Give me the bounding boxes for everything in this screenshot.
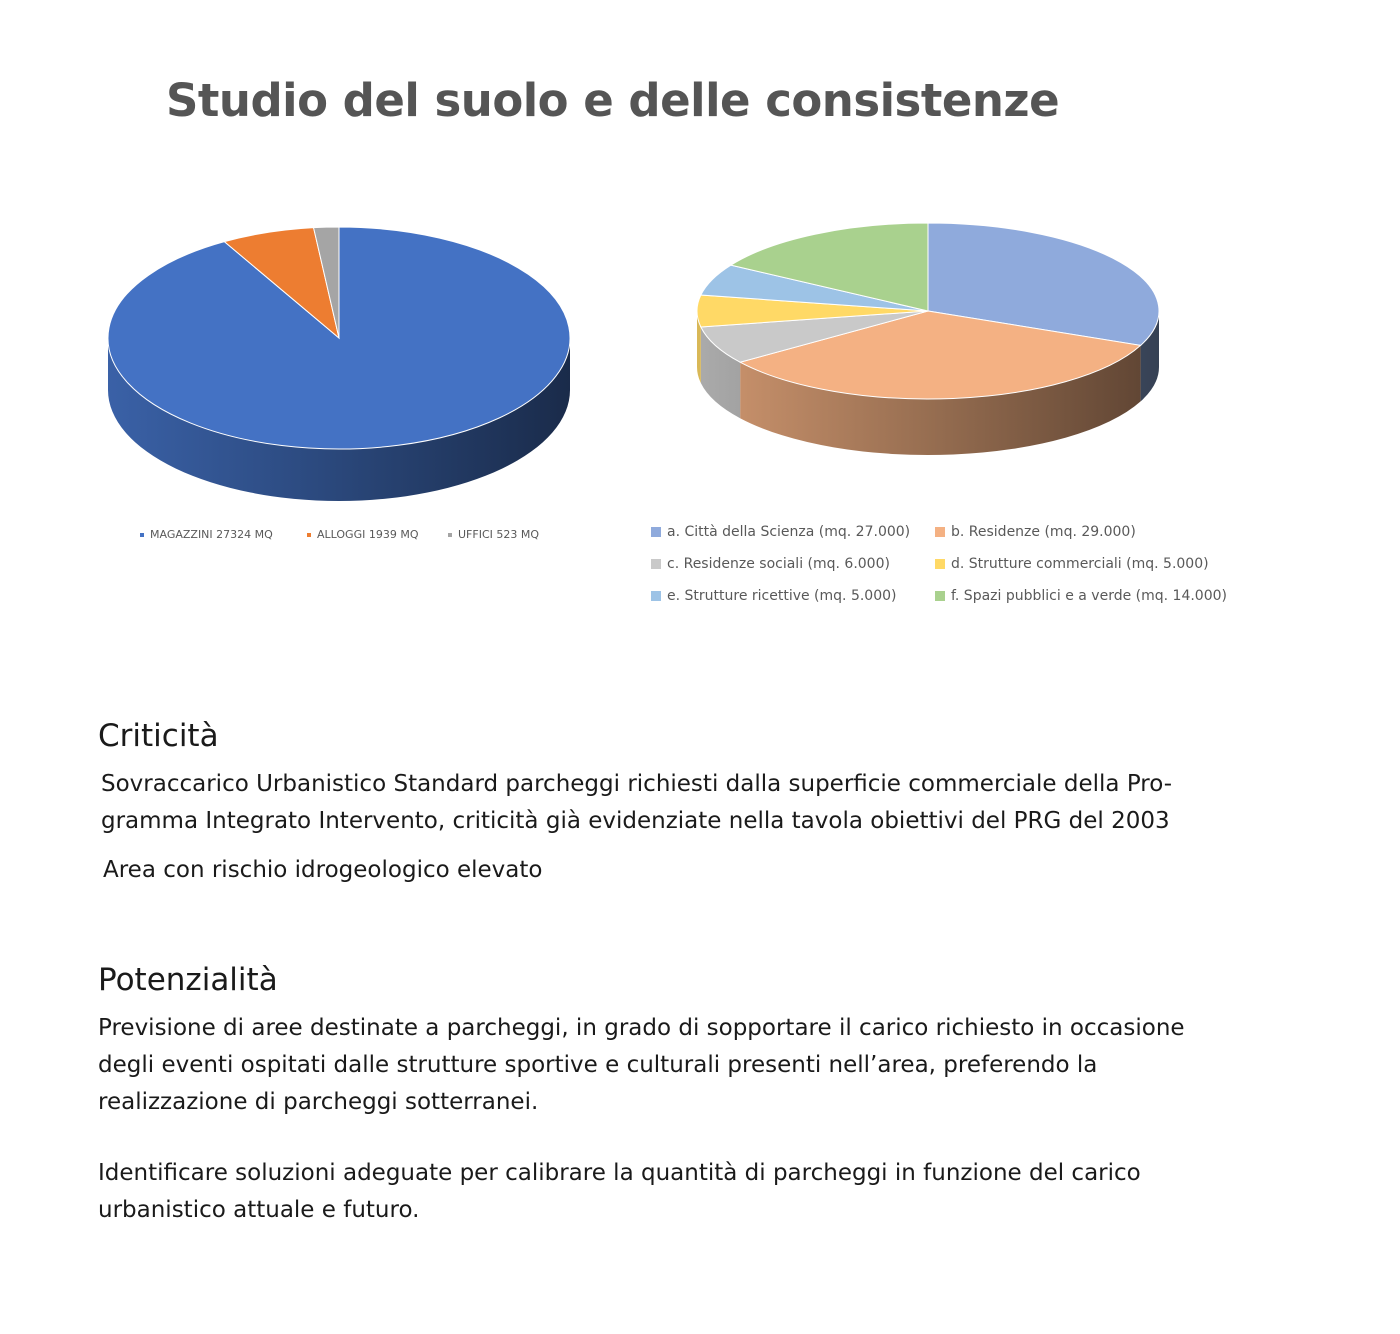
legend-2-item-3 [651,556,890,572]
potenzialita-para2-line2: urbanistico attuale e futuro. [98,1197,420,1223]
pie-1 [108,227,570,501]
legend-2-item-2 [935,524,1136,540]
criticita-para1-line2: gramma Integrato Intervento, criticità già evidenziate nella tavola obiettivi del PRG del 2003 [101,808,1170,834]
legend-1-item-1 [140,528,273,541]
potenzialita-para2-line1: Identificare soluzioni adeguate per calibrare la quantità di parcheggi in funzione del carico [98,1160,1141,1186]
potenzialita-heading: Potenzialità [98,962,278,998]
criticita-section [98,718,1288,889]
legend-1-label-2: ALLOGGI 1939 MQ [317,528,419,541]
legend-1-label-1: MAGAZZINI 27324 MQ [150,528,273,541]
legend-1-swatch-3 [448,533,452,537]
criticita-heading: Criticità [98,718,219,754]
legend-2-label-5: e. Strutture ricettive (mq. 5.000) [667,588,897,604]
legend-2-swatch-6 [935,591,945,601]
legend-2-swatch-2 [935,527,945,537]
legend-2-swatch-3 [651,559,661,569]
legend-2-swatch-1 [651,527,661,537]
legend-2-swatch-4 [935,559,945,569]
legend-2-swatch-5 [651,591,661,601]
legend-2-item-4 [935,556,1209,572]
legend-1-item-3 [448,528,539,541]
legend-1-label-3: UFFICI 523 MQ [458,528,540,541]
legend-2-item-5 [651,588,896,604]
legend-2-label-2: b. Residenze (mq. 29.000) [951,524,1136,540]
potenzialita-para1-line2: degli eventi ospitati dalle strutture sportive e culturali presenti nell’area, preferendo la [98,1052,1098,1078]
page-title: Studio del suolo e delle consistenze [166,74,1060,127]
pie-charts [0,0,1400,640]
criticita-para2: Area con rischio idrogeologico elevato [103,857,543,883]
legend-1-swatch-1 [140,533,144,537]
potenzialita-section [98,962,1288,1229]
pie-2 [697,223,1159,455]
potenzialita-para1-line1: Previsione di aree destinate a parcheggi, in grado di sopportare il carico richiesto in occasione [98,1015,1185,1041]
legend-2-label-4: d. Strutture commerciali (mq. 5.000) [951,556,1209,572]
legend-1-swatch-2 [307,533,311,537]
legend-2-item-1 [651,524,910,540]
legend-2-item-6 [935,588,1227,604]
legend-2-label-1: a. Città della Scienza (mq. 27.000) [667,524,911,540]
legend-2-label-3: c. Residenze sociali (mq. 6.000) [667,556,890,572]
potenzialita-para1-line3: realizzazione di parcheggi sotterranei. [98,1089,539,1115]
legend-2-label-6: f. Spazi pubblici e a verde (mq. 14.000) [951,588,1227,604]
legend-1-item-2 [307,528,418,541]
criticita-para1-line1: Sovraccarico Urbanistico Standard parcheggi richiesti dalla superficie commerciale della Pro- [101,771,1173,797]
